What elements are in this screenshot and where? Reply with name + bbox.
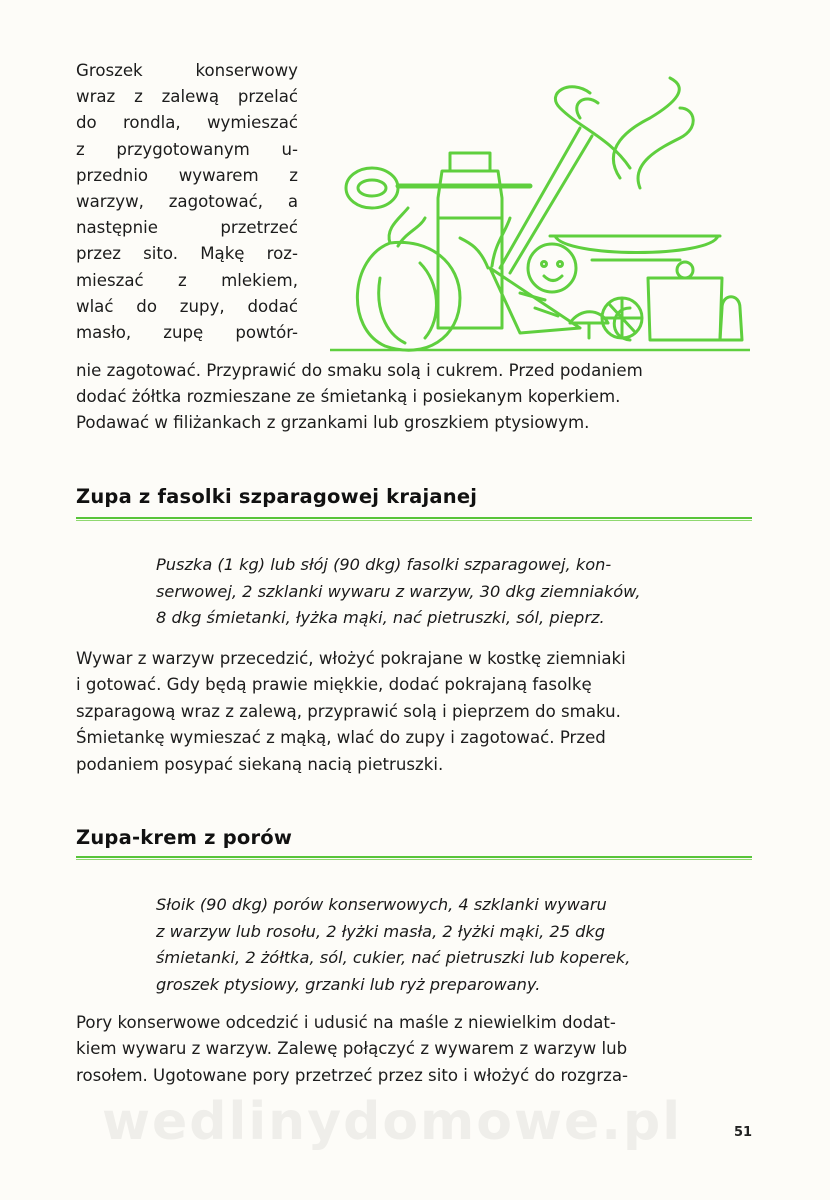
intro-narrow-column xyxy=(76,58,298,346)
section-title: Zupa z fasolki szparagowej krajanej xyxy=(76,485,478,508)
instruction-line: rosołem. Ugotowane pory przetrzeć przez sito i włożyć do rozgrza- xyxy=(76,1065,629,1085)
intro-line: wraz z zalewą przelać xyxy=(76,87,298,107)
section-divider xyxy=(76,856,752,861)
instruction-line: podaniem posypać siekaną nacią pietruszki. xyxy=(76,754,444,774)
ingredients-list xyxy=(156,892,752,998)
intro-line: przednio wywarem z xyxy=(76,165,298,185)
intro-line: dodać żółtka rozmieszane ze śmietanką i posiekanym koperkiem. xyxy=(76,387,621,407)
intro-line: Podawać w filiżankach z grzankami lub groszkiem ptysiowym. xyxy=(76,413,590,433)
instruction-line: Wywar z warzyw przecedzić, włożyć pokrajane w kostkę ziemniaki xyxy=(76,649,626,668)
instruction-line: Pory konserwowe odcedzić i udusić na maśle z niewielkim dodat- xyxy=(76,1013,616,1032)
ingredients-line: Słoik (90 dkg) porów konserwowych, 4 szklanki wywaru xyxy=(156,895,607,914)
intro-line: nie zagotować. Przyprawić do smaku solą i cukrem. Przed podaniem xyxy=(76,361,643,380)
intro-line: masło, zupę powtór- xyxy=(76,323,298,343)
section-divider xyxy=(76,517,752,522)
ingredients-line: groszek ptysiowy, grzanki lub ryż preparowany. xyxy=(156,974,541,994)
instruction-line: kiem wywaru z warzyw. Zalewę połączyć z wywarem z warzyw lub xyxy=(76,1039,628,1059)
ingredients-list xyxy=(156,552,752,632)
watermark: wedlinydomowe.pl xyxy=(102,1092,683,1152)
instruction-line: Śmietankę wymieszać z mąką, wlać do zupy i zagotować. Przed xyxy=(76,728,606,748)
ingredients-line: śmietanki, 2 żółtka, sól, cukier, nać pietruszki lub koperek, xyxy=(156,948,631,967)
instruction-line: szparagową wraz z zalewą, przyprawić solą i pieprzem do smaku. xyxy=(76,701,621,721)
recipe-instructions xyxy=(76,646,756,778)
ingredients-line: serwowej, 2 szklanki wywaru z warzyw, 30 dkg ziemniaków, xyxy=(156,581,641,601)
intro-line: warzyw, zagotować, a xyxy=(76,192,298,212)
intro-line: następnie przetrzeć xyxy=(76,218,298,238)
intro-line: z przygotowanym u- xyxy=(76,139,298,159)
intro-line: Groszek konserwowy xyxy=(76,61,298,80)
recipe-instructions xyxy=(76,1010,756,1089)
intro-line: wlać do zupy, dodać xyxy=(76,296,298,316)
ingredients-line: 8 dkg śmietanki, łyżka mąki, nać pietruszki, sól, pieprz. xyxy=(156,608,605,627)
kitchen-illustration xyxy=(330,68,750,358)
intro-full-width xyxy=(76,358,756,437)
instruction-line: i gotować. Gdy będą prawie miękkie, dodać pokrajaną fasolkę xyxy=(76,675,592,695)
intro-line: przez sito. Mąkę roz- xyxy=(76,244,298,264)
intro-line: do rondla, wymieszać xyxy=(76,113,298,133)
ingredients-line: Puszka (1 kg) lub słój (90 dkg) fasolki szparagowej, kon- xyxy=(156,555,612,574)
section-title: Zupa-krem z porów xyxy=(76,826,293,849)
page-number: 51 xyxy=(734,1125,753,1140)
intro-line: mieszać z mlekiem, xyxy=(76,270,298,290)
ingredients-line: z warzyw lub rosołu, 2 łyżki masła, 2 łyżki mąki, 25 dkg xyxy=(156,921,606,941)
